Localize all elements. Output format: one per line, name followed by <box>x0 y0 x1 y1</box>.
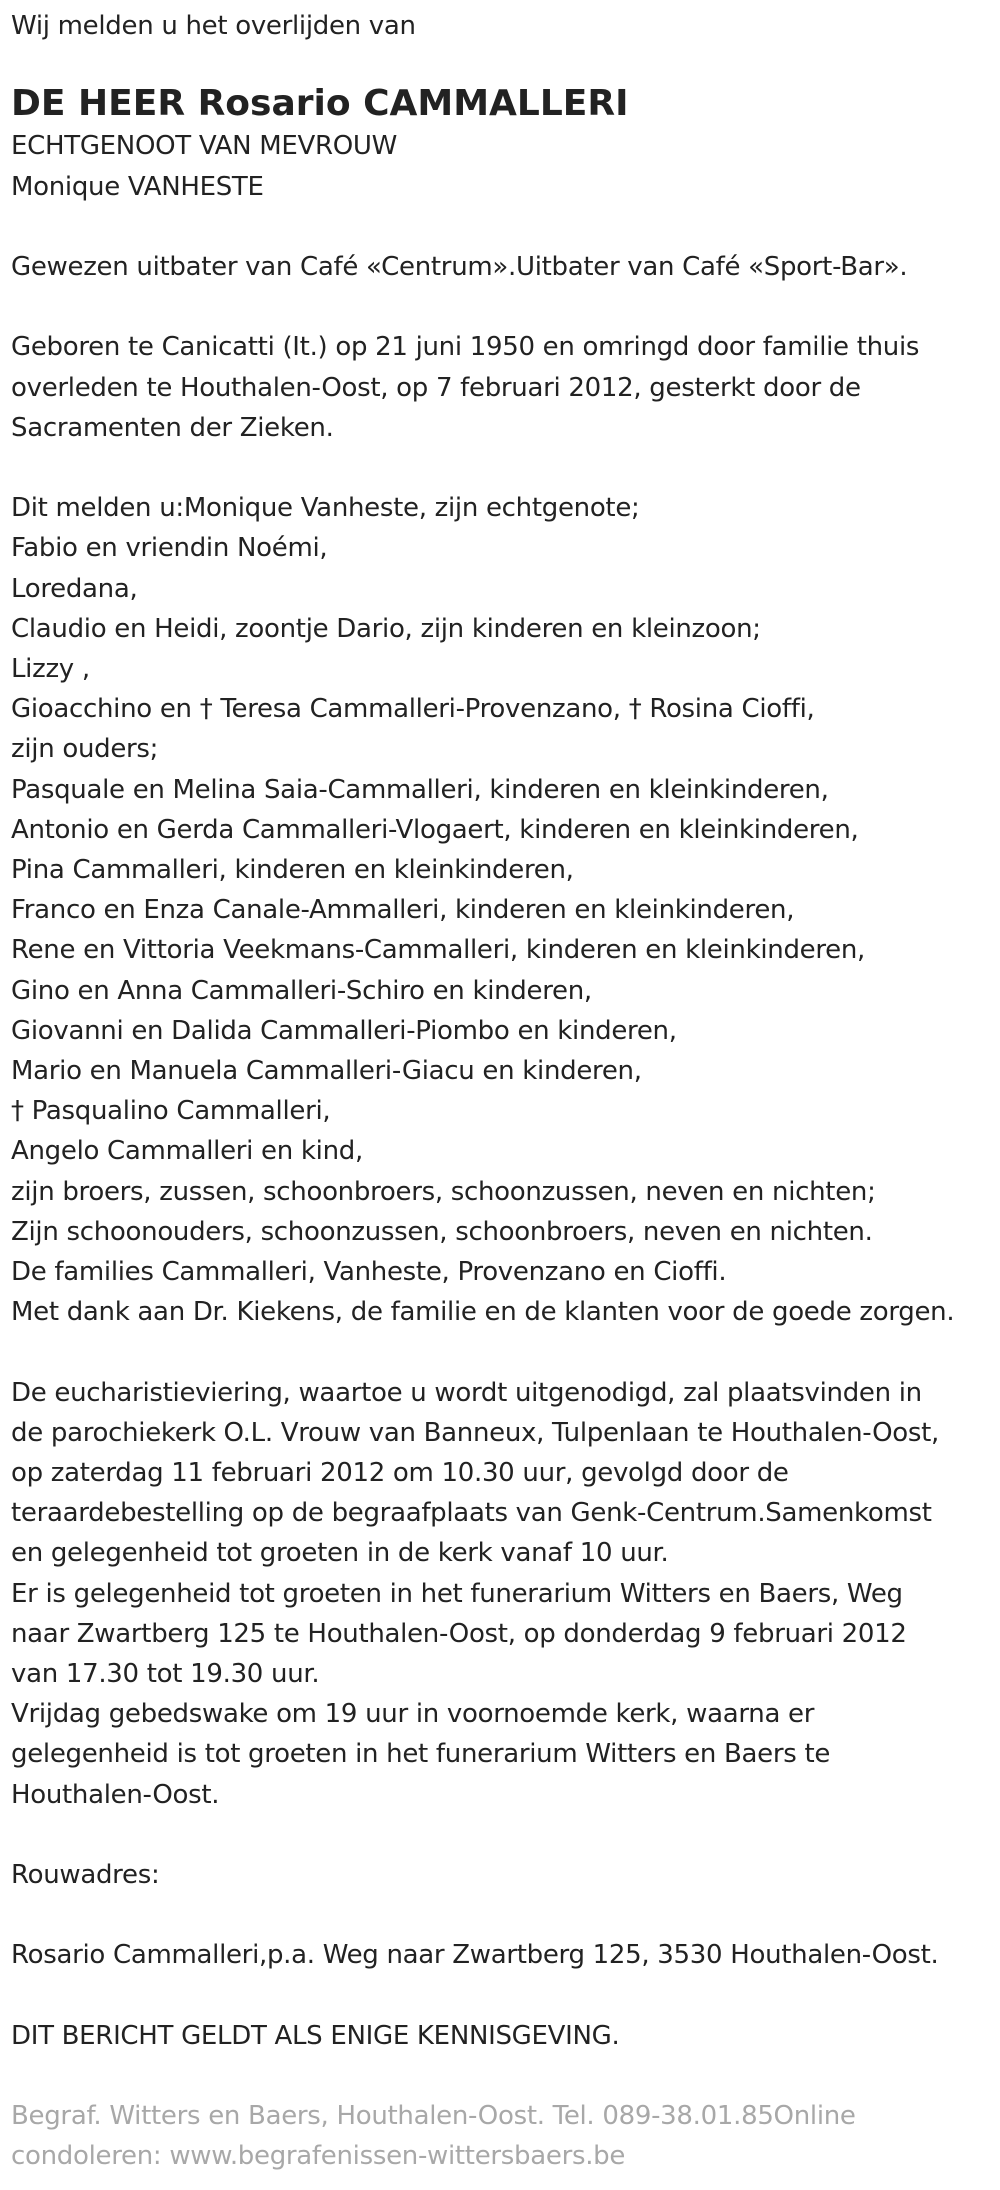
ceremony-line: De eucharistieviering, waartoe u wordt uitgenodigd, zal plaatsvinden in <box>11 1377 922 1408</box>
mourning-address-label: Rouwadres: <box>11 1860 160 1891</box>
intro-text: Wij melden u het overlijden van <box>11 11 416 41</box>
paragraph-line: Sacramenten der Zieken. <box>11 412 334 443</box>
family-line: Angelo Cammalleri en kind, <box>11 1136 363 1167</box>
ceremony-line: op zaterdag 11 februari 2012 om 10.30 uur, gevolgd door de <box>11 1458 789 1489</box>
ceremony-line: Houthalen-Oost. <box>11 1779 220 1810</box>
family-line: Zijn schoonouders, schoonzussen, schoonbroers, neven en nichten. <box>11 1216 873 1247</box>
ceremony-line: en gelegenheid tot groeten in de kerk vanaf 10 uur. <box>11 1538 669 1569</box>
family-line: Loredana, <box>11 573 138 604</box>
ceremony-line: teraardebestelling op de begraafplaats van Genk-Centrum.Samenkomst <box>11 1498 932 1529</box>
occupation-text: Gewezen uitbater van Café «Centrum».Uitbater van Café «Sport-Bar». <box>11 251 908 282</box>
ceremony-line: de parochiekerk O.L. Vrouw van Banneux, Tulpenlaan te Houthalen-Oost, <box>11 1417 939 1448</box>
spacer <box>11 448 996 488</box>
family-line: Mario en Manuela Cammalleri-Giacu en kinderen, <box>11 1056 642 1087</box>
mourning-address: Rosario Cammalleri,p.a. Weg naar Zwartberg 125, 3530 Houthalen-Oost. <box>11 1940 939 1971</box>
spacer <box>11 1815 996 1855</box>
footer-line: condoleren: www.begrafenissen-wittersbaers.be <box>11 2141 626 2172</box>
family-line: Pasquale en Melina Saia-Cammalleri, kinderen en kleinkinderen, <box>11 774 829 805</box>
family-line: De families Cammalleri, Vanheste, Provenzano en Cioffi. <box>11 1257 727 1288</box>
family-line: Fabio en vriendin Noémi, <box>11 533 328 564</box>
footer-line: Begraf. Witters en Baers, Houthalen-Oost. Tel. 089-38.01.85Online <box>11 2101 856 2132</box>
ceremony-line: van 17.30 tot 19.30 uur. <box>11 1659 320 1690</box>
funeral-home-footer <box>11 2096 996 2176</box>
ceremony-line: gelegenheid is tot groeten in het funerarium Witters en Baers te <box>11 1739 831 1770</box>
family-line: Lizzy , <box>11 653 90 684</box>
spacer <box>11 1976 996 2016</box>
family-line: zijn broers, zussen, schoonbroers, schoonzussen, neven en nichten; <box>11 1176 876 1207</box>
family-line: Gino en Anna Cammalleri-Schiro en kinderen, <box>11 975 592 1006</box>
family-line: Rene en Vittoria Veekmans-Cammalleri, kinderen en kleinkinderen, <box>11 935 866 966</box>
birth-death-paragraph <box>11 327 996 448</box>
family-line: Dit melden u:Monique Vanheste, zijn echtgenote; <box>11 493 640 524</box>
spouse-name: Monique VANHESTE <box>11 171 264 202</box>
spacer <box>11 1895 996 1935</box>
spacer <box>11 1332 996 1372</box>
paragraph-line: Geboren te Canicatti (It.) op 21 juni 1950 en omringd door familie thuis <box>11 332 920 363</box>
spacer <box>11 207 996 247</box>
family-line: Met dank aan Dr. Kiekens, de familie en de klanten voor de goede zorgen. <box>11 1297 955 1328</box>
obituary-notice <box>11 6 996 2177</box>
family-line: Claudio en Heidi, zoontje Dario, zijn kinderen en kleinzoon; <box>11 613 761 644</box>
ceremony-line: naar Zwartberg 125 te Houthalen-Oost, op donderdag 9 februari 2012 <box>11 1618 907 1649</box>
family-line: Franco en Enza Canale-Ammalleri, kinderen en kleinkinderen, <box>11 895 795 926</box>
family-line: Antonio en Gerda Cammalleri-Vlogaert, kinderen en kleinkinderen, <box>11 814 859 845</box>
family-list <box>11 488 996 1332</box>
ceremony-line: Vrijdag gebedswake om 19 uur in voornoemde kerk, waarna er <box>11 1699 815 1730</box>
family-line: Giovanni en Dalida Cammalleri-Piombo en kinderen, <box>11 1015 677 1046</box>
spacer <box>11 2056 996 2096</box>
spacer <box>11 287 996 327</box>
ceremony-paragraph <box>11 1373 996 1815</box>
family-line: zijn ouders; <box>11 734 159 765</box>
paragraph-line: overleden te Houthalen-Oost, op 7 februari 2012, gesterkt door de <box>11 372 861 403</box>
family-line: Gioacchino en † Teresa Cammalleri-Provenzano, † Rosina Cioffi, <box>11 694 815 725</box>
ceremony-line: Er is gelegenheid tot groeten in het funerarium Witters en Baers, Weg <box>11 1578 903 1609</box>
deceased-name: DE HEER Rosario CAMMALLERI <box>11 83 629 125</box>
spouse-label: ECHTGENOOT VAN MEVROUW <box>11 131 398 162</box>
notice-statement: DIT BERICHT GELDT ALS ENIGE KENNISGEVING. <box>11 2020 620 2051</box>
family-line: † Pasqualino Cammalleri, <box>11 1096 331 1127</box>
family-line: Pina Cammalleri, kinderen en kleinkinderen, <box>11 855 574 885</box>
